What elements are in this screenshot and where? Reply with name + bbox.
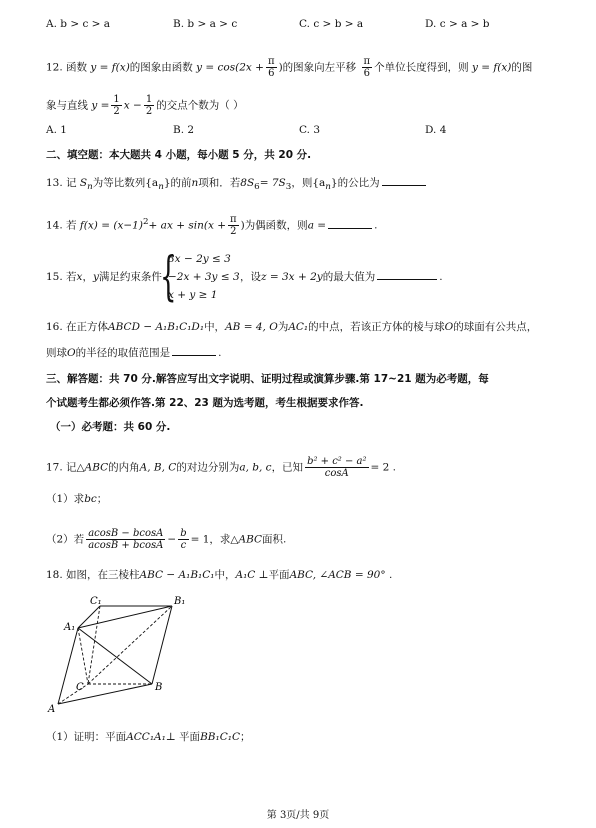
prism-diagram <box>44 594 194 718</box>
q16-line1: 16. 在正方体ABCD − A₁B₁C₁D₁中，AB = 4, O为AC₁的中点，若该正方体的棱与球O的球面有公共点， <box>46 321 538 333</box>
q13-line: 13. 记 $S_n$为等比数列$\{a_n\}$的前n项和．若$8S_6= 7S_3$，则$\{a_n\}$的公比为 <box>46 176 428 194</box>
label-b: B <box>155 682 163 693</box>
q15-line: 15. 若x，y满足约束条件 <box>46 271 162 283</box>
q17-part2-fraction: $\frac{acosB - bcosA}{acosB + bcosA}$ <box>88 528 164 551</box>
label-c1: C₁ <box>90 596 102 607</box>
q12-line2: 象与直线 y = $\frac{1}{2}$ x − $\frac{1}{2}$ 的交点个数为（ ） <box>46 94 244 117</box>
label-a: A <box>48 704 56 715</box>
q11-option-c: C. c > b > a <box>299 18 364 30</box>
q17-fraction: $\frac{\text{b² + c² − a²}}{\cos A}$ <box>307 456 367 479</box>
q16-answer-blank[interactable] <box>172 354 216 356</box>
q17-part2: （2）若 $\frac{acosB - bcosA}{acosB + bcosA}$ − $\frac{b}{c}$ = 1，求△ABC面积. <box>46 528 287 551</box>
q15-constraint-3: x + y ≥ 1 <box>168 289 218 301</box>
q17-line: 17. 记△ABC的内角A, B, C的对边分别为a, b, c，已知 $\frac{\text{b² + c² − a²}}{\cos A}$ = 2 . <box>46 456 397 479</box>
q12-option-a: A. 1 <box>46 124 67 136</box>
q18-line: 18. 如图，在三棱柱ABC − A₁B₁C₁中，A₁C ⊥平面ABC, ∠ACB = 90° . <box>46 569 393 581</box>
q14-answer-blank[interactable] <box>328 227 372 229</box>
q16-line2: 则球O的半径的取值范围是 . <box>46 347 222 359</box>
q15-constraint-system <box>168 250 240 304</box>
q12-frac-half: $\frac{1}{2}$ <box>113 94 120 117</box>
q11-option-a: A. b > c > a <box>46 18 111 30</box>
edge-a1-b1 <box>78 606 172 628</box>
label-a1: A₁ <box>64 622 76 633</box>
section-3-heading-line1: 三、解答题：共 70 分.解答应写出文字说明、证明过程或演算步骤.第 17~21 题为必考题，每 <box>46 373 489 385</box>
section-3-heading-line2: 个试题考生都必须作答.第 22、23 题为选考题，考生根据要求作答. <box>46 397 364 409</box>
q12-frac-shift: $\frac{\pi}{6}$ <box>363 56 371 79</box>
section-2-heading: 二、填空题：本大题共 4 小题，每小题 5 分，共 20 分. <box>46 149 312 161</box>
label-b1: B₁ <box>174 596 186 607</box>
q12-frac-pi-6: $\frac{\pi}{6}$ <box>267 56 275 79</box>
q15-constraint-1: 3x − 2y ≤ 3 <box>168 253 231 265</box>
q12-line1: 12. 函数 y = f(x)的图象由函数 y = cos(2x + $\frac{\pi}{6}$ )的图象向左平移 $\frac{\pi}{6}$ 个单位长度得到，则 y = f(x)的图 <box>46 56 533 79</box>
q17-part1: （1）求bc； <box>46 493 108 505</box>
edge-c1-c-hidden <box>88 606 100 684</box>
q15-constraint-2: −2x + 3y ≤ 3 <box>168 271 240 283</box>
edge-a-b <box>58 684 152 704</box>
q18-part1: （1）证明：平面ACC₁A₁⊥ 平面BB₁C₁C； <box>46 731 251 743</box>
q12-frac-half-2: $\frac{1}{2}$ <box>145 94 153 117</box>
page-footer: 第 3页/共 9页 <box>266 810 330 821</box>
q11-option-d: D. c > a > b <box>425 18 490 30</box>
edge-a1-c1 <box>78 606 100 628</box>
q12-option-c: C. 3 <box>299 124 321 136</box>
label-c: C <box>76 682 84 693</box>
q11-option-b: B. b > a > c <box>173 18 238 30</box>
q15-brace: { <box>160 247 177 307</box>
q15-answer-blank[interactable] <box>377 278 437 280</box>
q17-part2-frac-bc: $\frac{b}{c}$ <box>180 528 187 551</box>
q12-option-b: B. 2 <box>173 124 195 136</box>
section-3-subheading: （一）必考题：共 60 分. <box>50 421 171 433</box>
q14-line: 14. 若 $f(x) = (x-1)^2+$ ax + sin(x + $\frac{\pi}{2}$ )为偶函数，则a = . <box>46 214 378 237</box>
q15-line-tail: ，设z = 3x + 2y的最大值为 . <box>240 271 443 283</box>
q12-option-d: D. 4 <box>425 124 447 136</box>
edge-a1-c-hidden <box>78 628 88 684</box>
edge-b1-b <box>152 606 172 684</box>
q14-frac-pi-2: $\frac{\pi}{2}$ <box>230 214 237 237</box>
q13-answer-blank[interactable] <box>382 184 426 186</box>
